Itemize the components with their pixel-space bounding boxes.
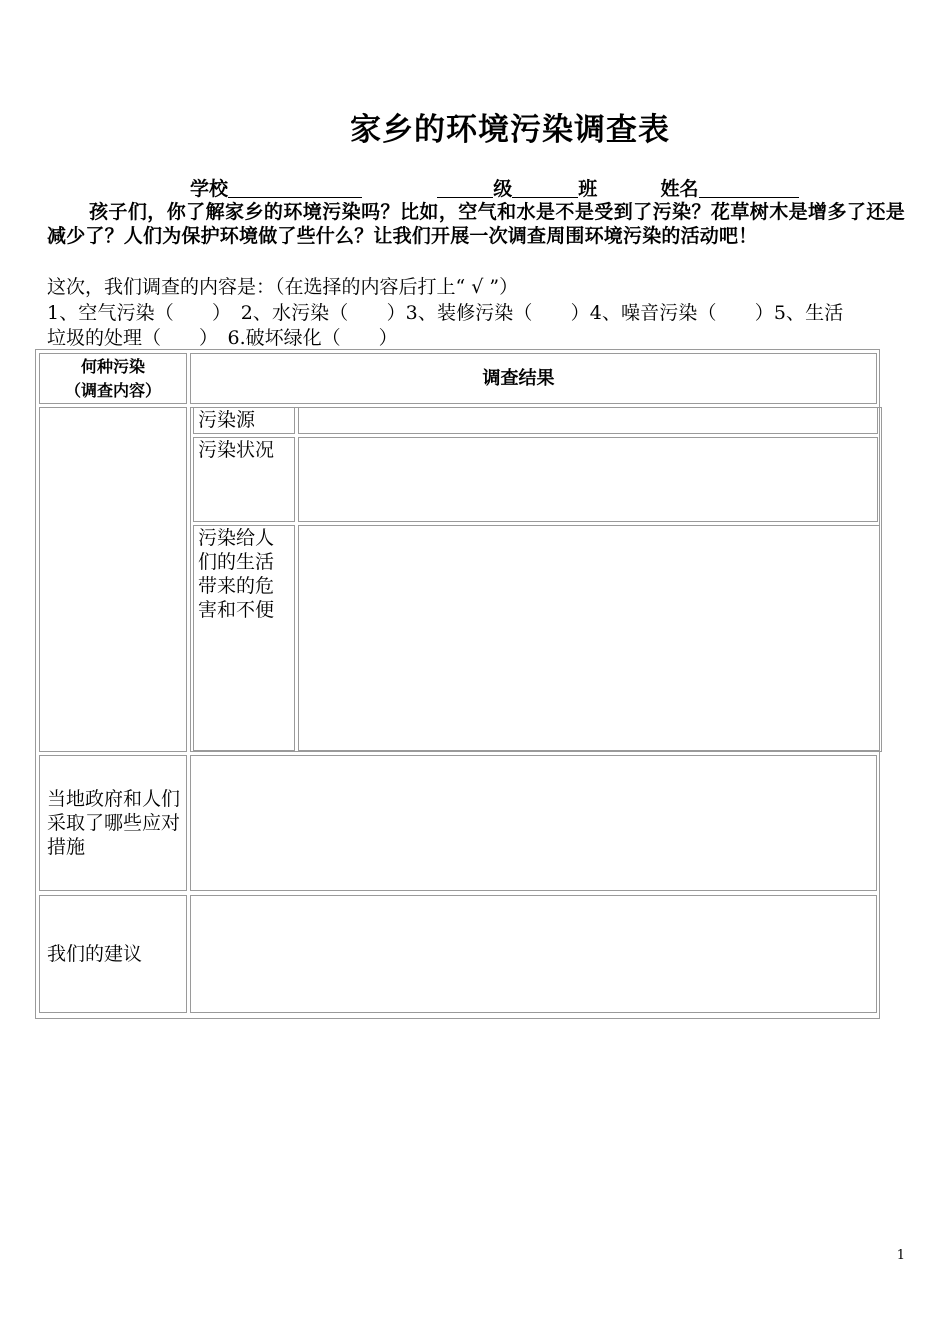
header-right-label: 调查结果 — [482, 367, 555, 389]
suggestions-label-cell — [39, 895, 187, 1013]
school-blank[interactable] — [228, 177, 362, 198]
school-label: 学校 — [190, 178, 229, 200]
student-info-fields — [190, 174, 799, 201]
harm-label: 污染给人们的生活带来的危害和不便 — [198, 527, 275, 621]
suggestions-value-cell[interactable] — [190, 895, 877, 1013]
page-title: 家乡的环境污染调查表 — [350, 112, 670, 148]
measures-label-cell — [39, 755, 187, 891]
status-label-cell — [193, 437, 295, 522]
status-value-cell[interactable] — [298, 437, 878, 522]
harm-value-cell[interactable] — [298, 525, 880, 751]
header-left-cell — [39, 353, 187, 404]
options-line-1: 1、空气污染（ ） 2、水污染（ ）3、装修污染（ ）4、噪音污染（ ）5、生活 — [47, 302, 844, 324]
class-blank[interactable] — [512, 177, 578, 198]
name-label: 姓名 — [660, 178, 699, 200]
header-left-line2: （调查内容） — [64, 380, 161, 400]
pollution-type-cell[interactable] — [39, 407, 187, 752]
suggestions-label: 我们的建议 — [47, 943, 143, 965]
measures-label: 当地政府和人们采取了哪些应对措施 — [47, 788, 181, 858]
source-label: 污染源 — [198, 409, 256, 431]
intro-paragraph: 孩子们，你了解家乡的环境污染吗？比如，空气和水是不是受到了污染？花草树木是增多了还是减少了？人们为保护环境做了些什么？让我们开展一次调查周围环境污染的活动吧！ — [47, 201, 905, 247]
harm-label-cell — [193, 525, 295, 751]
page-number: 1 — [896, 1248, 905, 1263]
measures-value-cell[interactable] — [190, 755, 877, 891]
source-value-cell[interactable] — [298, 407, 878, 434]
grade-blank[interactable] — [437, 177, 493, 198]
options-line-2: 垃圾的处理（ ） 6.破坏绿化（ ） — [47, 327, 398, 349]
header-left-line1: 何种污染 — [80, 356, 145, 376]
source-label-cell — [193, 407, 295, 434]
class-label: 班 — [578, 178, 598, 200]
status-label: 污染状况 — [198, 439, 275, 461]
name-blank[interactable] — [699, 177, 799, 198]
instruction-text: 这次，我们调查的内容是：（在选择的内容后打上“ √ ”） — [47, 276, 519, 298]
header-right-cell — [190, 353, 877, 404]
grade-label: 级 — [493, 178, 513, 200]
